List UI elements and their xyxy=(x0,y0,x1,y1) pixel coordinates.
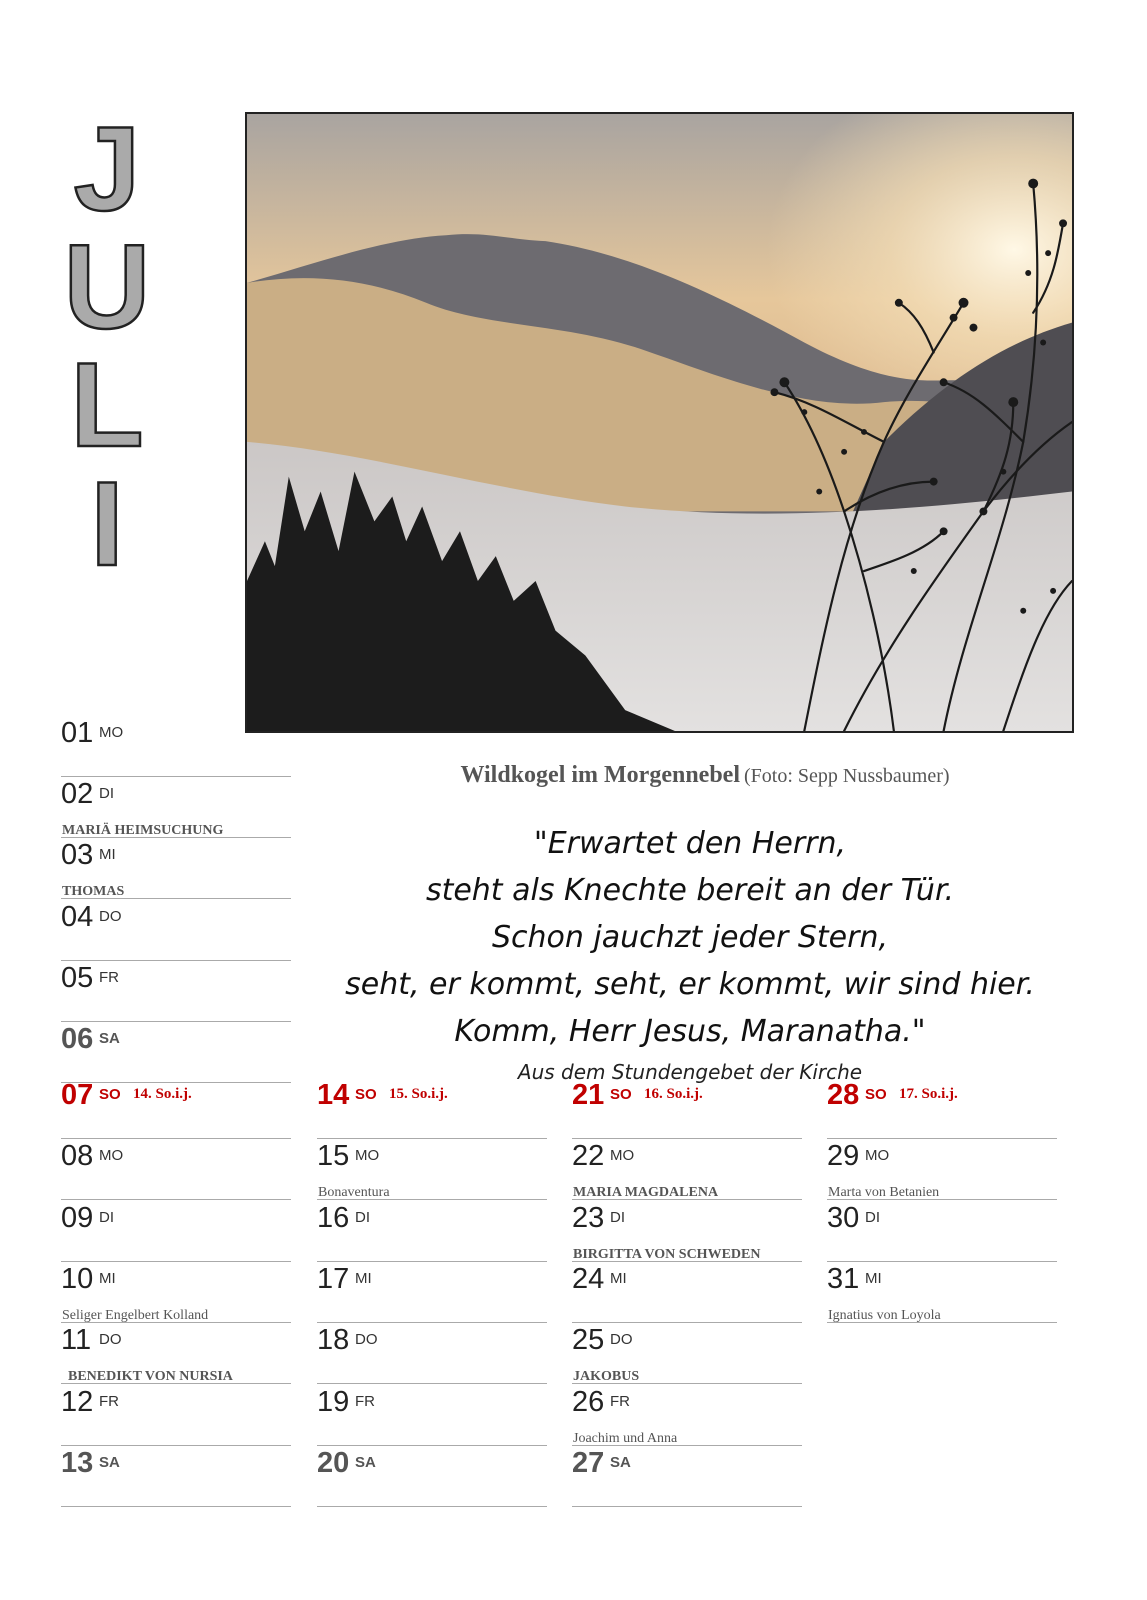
day-cell-22 xyxy=(572,1139,802,1200)
feast-note: Ignatius von Loyola xyxy=(828,1307,941,1323)
month-letter-j: J xyxy=(73,102,141,236)
day-number: 29 xyxy=(827,1140,860,1173)
month-letter-u: U xyxy=(63,220,151,354)
sunday-label: 16. So.i.j. xyxy=(644,1086,703,1102)
day-cell-20 xyxy=(317,1446,547,1507)
day-cell-27 xyxy=(572,1446,802,1507)
day-number: 12 xyxy=(61,1385,94,1418)
month-title xyxy=(55,100,160,590)
day-number: 26 xyxy=(572,1385,605,1418)
weekday-label: DO xyxy=(99,1331,122,1349)
weekday-label: DI xyxy=(355,1208,370,1226)
day-number: 28 xyxy=(827,1079,860,1111)
day-cell-15 xyxy=(317,1139,547,1200)
feast-note: Joachim und Anna xyxy=(573,1430,678,1446)
day-number: 16 xyxy=(317,1201,350,1234)
photo-caption xyxy=(300,762,1110,789)
day-cell-05 xyxy=(61,961,291,1022)
feast-note: THOMAS xyxy=(62,884,125,899)
quote-source: Aus dem Stundengebet der Kirche xyxy=(517,1060,863,1084)
day-number: 03 xyxy=(61,839,94,871)
photo-title: Wildkogel im Morgennebel xyxy=(460,762,740,788)
day-number: 13 xyxy=(61,1446,94,1479)
weekday-label: SO xyxy=(610,1086,632,1103)
weekday-label: MI xyxy=(99,1269,116,1287)
weekday-label: MI xyxy=(865,1269,882,1287)
day-cell-16 xyxy=(317,1201,547,1262)
day-cell-21 xyxy=(572,1078,802,1139)
day-cell-06 xyxy=(61,1022,291,1083)
weekday-label: SA xyxy=(99,1030,120,1047)
weekday-label: MI xyxy=(610,1269,627,1287)
day-number: 17 xyxy=(317,1262,350,1295)
day-cell-19 xyxy=(317,1385,547,1446)
weekday-label: MI xyxy=(99,846,116,863)
feast-note: BENEDIKT VON NURSIA xyxy=(68,1369,233,1385)
weekday-label: DO xyxy=(355,1331,378,1349)
day-number: 31 xyxy=(827,1262,860,1295)
weekday-label: DI xyxy=(610,1208,625,1226)
sunday-label: 15. So.i.j. xyxy=(389,1086,448,1102)
day-number: 09 xyxy=(61,1201,94,1234)
sunday-label: 14. So.i.j. xyxy=(133,1086,192,1102)
quote-line: Schon jauchzt jeder Stern, xyxy=(491,920,889,955)
day-cell-09 xyxy=(61,1201,291,1262)
day-cell-18 xyxy=(317,1323,547,1384)
weekday-label: FR xyxy=(355,1392,375,1410)
day-cell-25 xyxy=(572,1323,802,1384)
day-cell-11 xyxy=(61,1323,291,1384)
day-cell-08 xyxy=(61,1139,291,1200)
day-cell-26 xyxy=(572,1385,802,1446)
day-cell-30 xyxy=(827,1201,1057,1262)
weekday-label: SO xyxy=(99,1086,121,1103)
weekday-label: MI xyxy=(355,1269,372,1287)
day-number: 19 xyxy=(317,1385,350,1418)
weekday-label: DI xyxy=(99,785,114,802)
quote-line: "Erwartet den Herrn, xyxy=(533,826,847,861)
day-number: 21 xyxy=(572,1079,605,1111)
day-cell-01 xyxy=(61,716,291,777)
month-letter-i: I xyxy=(90,457,124,590)
day-cell-28 xyxy=(827,1078,1057,1139)
day-cell-07 xyxy=(61,1078,291,1139)
day-number: 06 xyxy=(61,1023,94,1055)
quote-line: Komm, Herr Jesus, Maranatha." xyxy=(454,1014,926,1049)
day-number: 01 xyxy=(61,717,94,749)
quote-line: steht als Knechte bereit an der Tür. xyxy=(425,873,955,908)
day-number: 08 xyxy=(61,1140,94,1173)
weekday-label: SA xyxy=(99,1453,120,1471)
day-number: 05 xyxy=(61,962,94,994)
day-number: 18 xyxy=(317,1324,350,1357)
feast-note: JAKOBUS xyxy=(573,1369,640,1385)
day-number: 04 xyxy=(61,901,94,933)
day-number: 24 xyxy=(572,1262,605,1295)
weekday-label: SA xyxy=(610,1453,631,1471)
feast-note: BIRGITTA VON SCHWEDEN xyxy=(573,1246,761,1262)
weekday-label: SO xyxy=(355,1086,377,1103)
day-number: 15 xyxy=(317,1140,350,1173)
weekday-label: MO xyxy=(99,724,124,741)
day-number: 20 xyxy=(317,1446,350,1479)
weekday-label: DO xyxy=(610,1331,633,1349)
weekday-label: DO xyxy=(99,908,122,925)
day-number: 27 xyxy=(572,1446,605,1479)
day-number: 11 xyxy=(61,1324,92,1357)
weekday-label: FR xyxy=(610,1392,630,1410)
feast-note: Seliger Engelbert Kolland xyxy=(62,1307,209,1323)
calendar-photo xyxy=(245,112,1074,733)
day-number: 22 xyxy=(572,1140,605,1173)
day-cell-31 xyxy=(827,1262,1057,1323)
day-number: 02 xyxy=(61,778,94,810)
feast-note: MARIÄ HEIMSUCHUNG xyxy=(62,823,224,838)
sunday-label: 17. So.i.j. xyxy=(899,1086,958,1102)
day-number: 10 xyxy=(61,1262,94,1295)
day-cell-14 xyxy=(317,1078,547,1139)
day-number: 25 xyxy=(572,1324,605,1357)
quote xyxy=(300,820,1080,1055)
day-cell-13 xyxy=(61,1446,291,1507)
day-number: 07 xyxy=(61,1079,94,1111)
day-number: 23 xyxy=(572,1201,605,1234)
photo-credit: (Foto: Sepp Nussbaumer) xyxy=(744,765,950,787)
day-cell-02 xyxy=(61,777,291,838)
day-cell-17 xyxy=(317,1262,547,1323)
day-number: 30 xyxy=(827,1201,860,1234)
day-number: 14 xyxy=(317,1079,350,1111)
weekday-label: MO xyxy=(355,1147,380,1165)
day-cell-24 xyxy=(572,1262,802,1323)
day-cell-29 xyxy=(827,1139,1057,1200)
month-letter-l: L xyxy=(70,338,144,472)
day-cell-23 xyxy=(572,1201,802,1262)
weekday-label: DI xyxy=(99,1208,114,1226)
weekday-label: DI xyxy=(865,1208,880,1226)
quote-line: seht, er kommt, seht, er kommt, wir sind hier. xyxy=(345,967,1035,1002)
feast-note: Marta von Betanien xyxy=(828,1185,940,1201)
weekday-label: MO xyxy=(610,1147,635,1165)
day-cell-03 xyxy=(61,838,291,899)
weekday-label: SO xyxy=(865,1086,887,1103)
feast-note: MARIA MAGDALENA xyxy=(573,1185,719,1201)
day-cell-12 xyxy=(61,1385,291,1446)
weekday-label: MO xyxy=(99,1147,124,1165)
day-cell-10 xyxy=(61,1262,291,1323)
weekday-label: FR xyxy=(99,969,119,986)
day-cell-04 xyxy=(61,900,291,961)
weekday-label: SA xyxy=(355,1453,376,1471)
weekday-label: MO xyxy=(865,1147,890,1165)
feast-note: Bonaventura xyxy=(318,1185,390,1201)
weekday-label: FR xyxy=(99,1392,119,1410)
